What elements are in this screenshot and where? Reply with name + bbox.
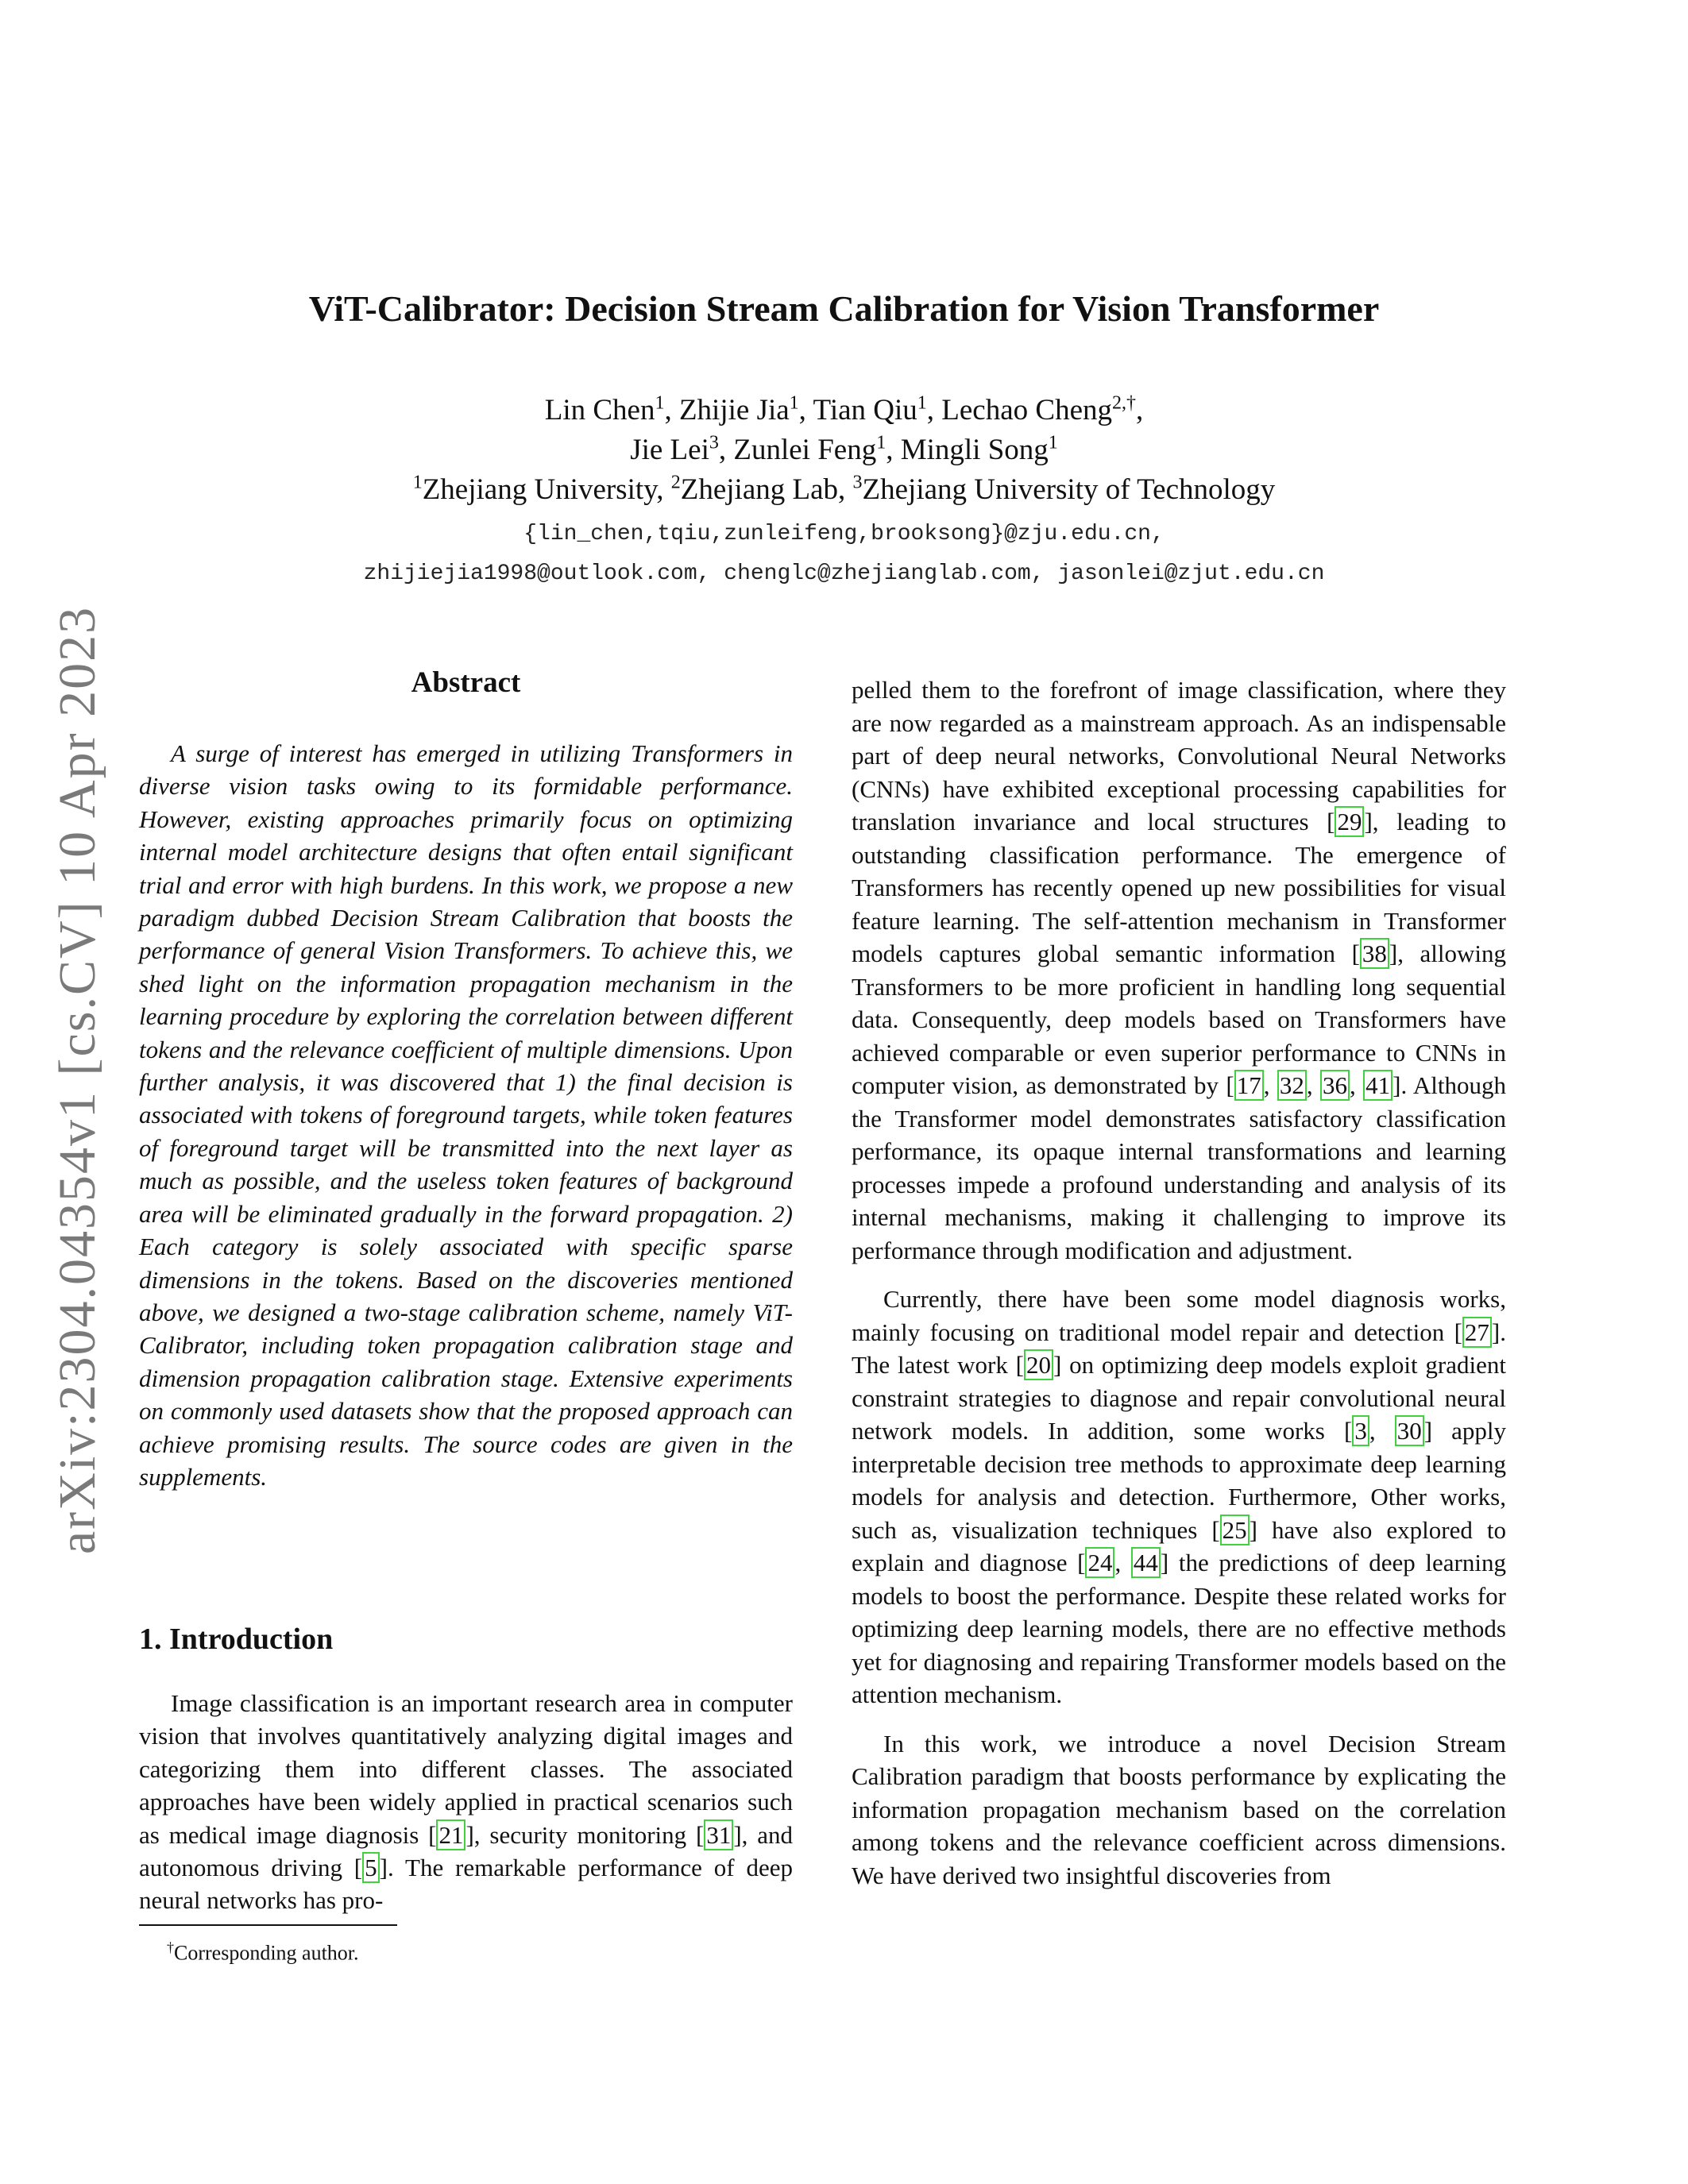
affiliation-marker: 1 xyxy=(917,392,927,414)
author-line-2: Jie Lei$^3$, Zunlei Feng$^1$, Mingli Song$^1$ xyxy=(630,432,1058,466)
footnote xyxy=(167,1935,359,1966)
citation-link[interactable]: 30 xyxy=(1395,1415,1424,1446)
author-block xyxy=(0,391,1688,510)
affiliation-name: Zhejiang University of Technology xyxy=(862,473,1276,506)
author-name: Lin Chen xyxy=(544,394,655,426)
introduction-right-column xyxy=(852,673,1506,1892)
author-line-1: Lin Chen$^1$, Zhijie Jia$^1$, Tian Qiu$^1$, Lechao Cheng$^{2,\dagger}$, xyxy=(544,392,1144,426)
email-line-1: {lin_chen,tqiu,zunleifeng,brooksong}@zju.edu.cn, xyxy=(523,522,1165,546)
arxiv-identifier: arXiv:2304.04354v1 [cs.CV] 10 Apr 2023 xyxy=(48,605,106,1555)
footnote-mark: † xyxy=(167,1939,174,1955)
affiliation-marker: 2,† xyxy=(1112,392,1137,414)
footnote-text: Corresponding author. xyxy=(174,1941,359,1965)
citation-link[interactable]: 32 xyxy=(1277,1070,1307,1101)
introduction-paragraph: Image classification is an important research area in computer vision that involves quantitatively analyzing digital images and categorizing them into different classes. The associated approaches have been widely applied in practical scenarios such as medical image diagnosis [21], security monitoring [31], and autonomous driving [5]. The remarkable performance of deep neural networks has pro- xyxy=(139,1689,793,1915)
paper-title: ViT-Calibrator: Decision Stream Calibration for Vision Transformer xyxy=(308,288,1380,329)
citation-link[interactable]: 21 xyxy=(436,1819,465,1850)
author-name: Tian Qiu xyxy=(813,394,917,426)
affiliation-marker: 3 xyxy=(852,472,863,493)
citation-link[interactable]: 29 xyxy=(1335,806,1364,837)
footnote-divider xyxy=(139,1924,397,1926)
citation-link[interactable]: 20 xyxy=(1024,1349,1053,1380)
affiliation-line: $^1$Zhejiang University, $^2$Zhejiang Lab, $^3$Zhejiang University of Technology xyxy=(412,472,1276,506)
citation-link[interactable]: 41 xyxy=(1363,1070,1393,1101)
introduction-left-text xyxy=(139,1687,793,1917)
affiliation-marker: 1 xyxy=(655,392,665,414)
abstract-heading: Abstract xyxy=(411,666,521,699)
affiliation-marker: 1 xyxy=(789,392,799,414)
citation-link[interactable]: 3 xyxy=(1352,1415,1369,1446)
citation-link[interactable]: 36 xyxy=(1320,1070,1350,1101)
abstract-text xyxy=(139,737,793,1493)
email-line-2: zhijiejia1998@outlook.com, chenglc@zhejianglab.com, jasonlei@zjut.edu.cn xyxy=(363,561,1325,586)
affiliation-marker: 2 xyxy=(670,472,681,493)
author-name: Mingli Song xyxy=(900,434,1049,466)
introduction-paragraph: In this work, we introduce a novel Decision Stream Calibration paradigm that boosts performance by explicating the information propagation mechanism based on the correlation among tokens and the relevance coefficient across dimensions. We have derived two insightful discoveries from xyxy=(852,1729,1506,1889)
affiliation-marker: 1 xyxy=(876,432,886,453)
affiliation-name: Zhejiang Lab xyxy=(680,473,839,506)
citation-link[interactable]: 38 xyxy=(1360,938,1389,969)
author-name: Jie Lei xyxy=(630,434,709,466)
affiliation-marker: 1 xyxy=(1048,432,1058,453)
affiliation-name: Zhejiang University xyxy=(422,473,657,506)
citation-link[interactable]: 31 xyxy=(704,1819,733,1850)
citation-link[interactable]: 24 xyxy=(1085,1547,1114,1578)
citation-link[interactable]: 27 xyxy=(1462,1317,1492,1348)
affiliation-marker: 1 xyxy=(412,472,423,493)
introduction-paragraph: Currently, there have been some model diagnosis works, mainly focusing on traditional model repair and detection [27]. The latest work [20] on optimizing deep models exploit gradient constraint strategies to diagnose and repair convolutional neural network models. In addition, some works [3, 30] apply interpretable decision tree methods to approximate deep learning models for analysis and detection. Furthermore, Other works, such as, visualization techniques [25] have also explored to explain and diagnose [24, 44] the predictions of deep learning models to boost the performance. Despite these related works for optimizing deep learning models, there are no effective methods yet for diagnosing and repairing Transformer models based on the attention mechanism. xyxy=(852,1285,1507,1708)
introduction-heading: 1. Introduction xyxy=(139,1623,334,1656)
citation-link[interactable]: 25 xyxy=(1220,1515,1250,1545)
email-block xyxy=(0,515,1688,594)
citation-link[interactable]: 44 xyxy=(1131,1547,1161,1578)
citation-link[interactable]: 17 xyxy=(1234,1070,1264,1101)
author-name: Lechao Cheng xyxy=(941,394,1113,426)
author-name: Zunlei Feng xyxy=(733,434,877,466)
affiliation-marker: 3 xyxy=(709,432,719,453)
author-name: Zhijie Jia xyxy=(678,394,790,426)
introduction-paragraph: pelled them to the forefront of image classification, where they are now regarded as a mainstream approach. As an indispensable part of deep neural networks, Convolutional Neural Networks (CNNs) have exhibited exceptional processing capabilities for translation invariance and local structures [29], leading to outstanding classification performance. The emergence of Transformers has recently opened up new possibilities for visual feature learning. The self-attention mechanism in Transformer models captures global semantic information [38], allowing Transformers to be more proficient in handling long sequential data. Consequently, deep models based on Transformers have achieved comparable or even superior performance to CNNs in computer vision, as demonstrated by [17, 32, 36, 41]. Although the Transformer model demonstrates satisfactory classification performance, its opaque internal transformations and learning processes impede a profound understanding and analysis of its internal mechanisms, making it challenging to improve its performance through modification and adjustment. xyxy=(852,676,1507,1264)
abstract-paragraph: A surge of interest has emerged in utilizing Transformers in diverse vision tasks owing to its formidable performance. However, existing approaches primarily focus on optimizing internal model architecture designs that often entail significant trial and error with high burdens. In this work, we propose a new paradigm dubbed Decision Stream Calibration that boosts the performance of general Vision Transformers. To achieve this, we shed light on the information propagation mechanism in the learning procedure by exploring the correlation between different tokens and the relevance coefficient of multiple dimensions. Upon further analysis, it was discovered that 1) the final decision is associated with tokens of foreground targets, while token features of foreground target will be transmitted into the next layer as much as possible, and the useless token features of background area will be eliminated gradually in the forward propagation. 2) Each category is solely associated with specific sparse dimensions in the tokens. Based on the discoveries mentioned above, we designed a two-stage calibration scheme, namely ViT-Calibrator, including token propagation calibration stage and dimension propagation calibration stage. Extensive experiments on commonly used datasets show that the proposed approach can achieve promising results. The source codes are given in the supplements. xyxy=(139,739,793,1491)
citation-link[interactable]: 5 xyxy=(362,1852,380,1883)
